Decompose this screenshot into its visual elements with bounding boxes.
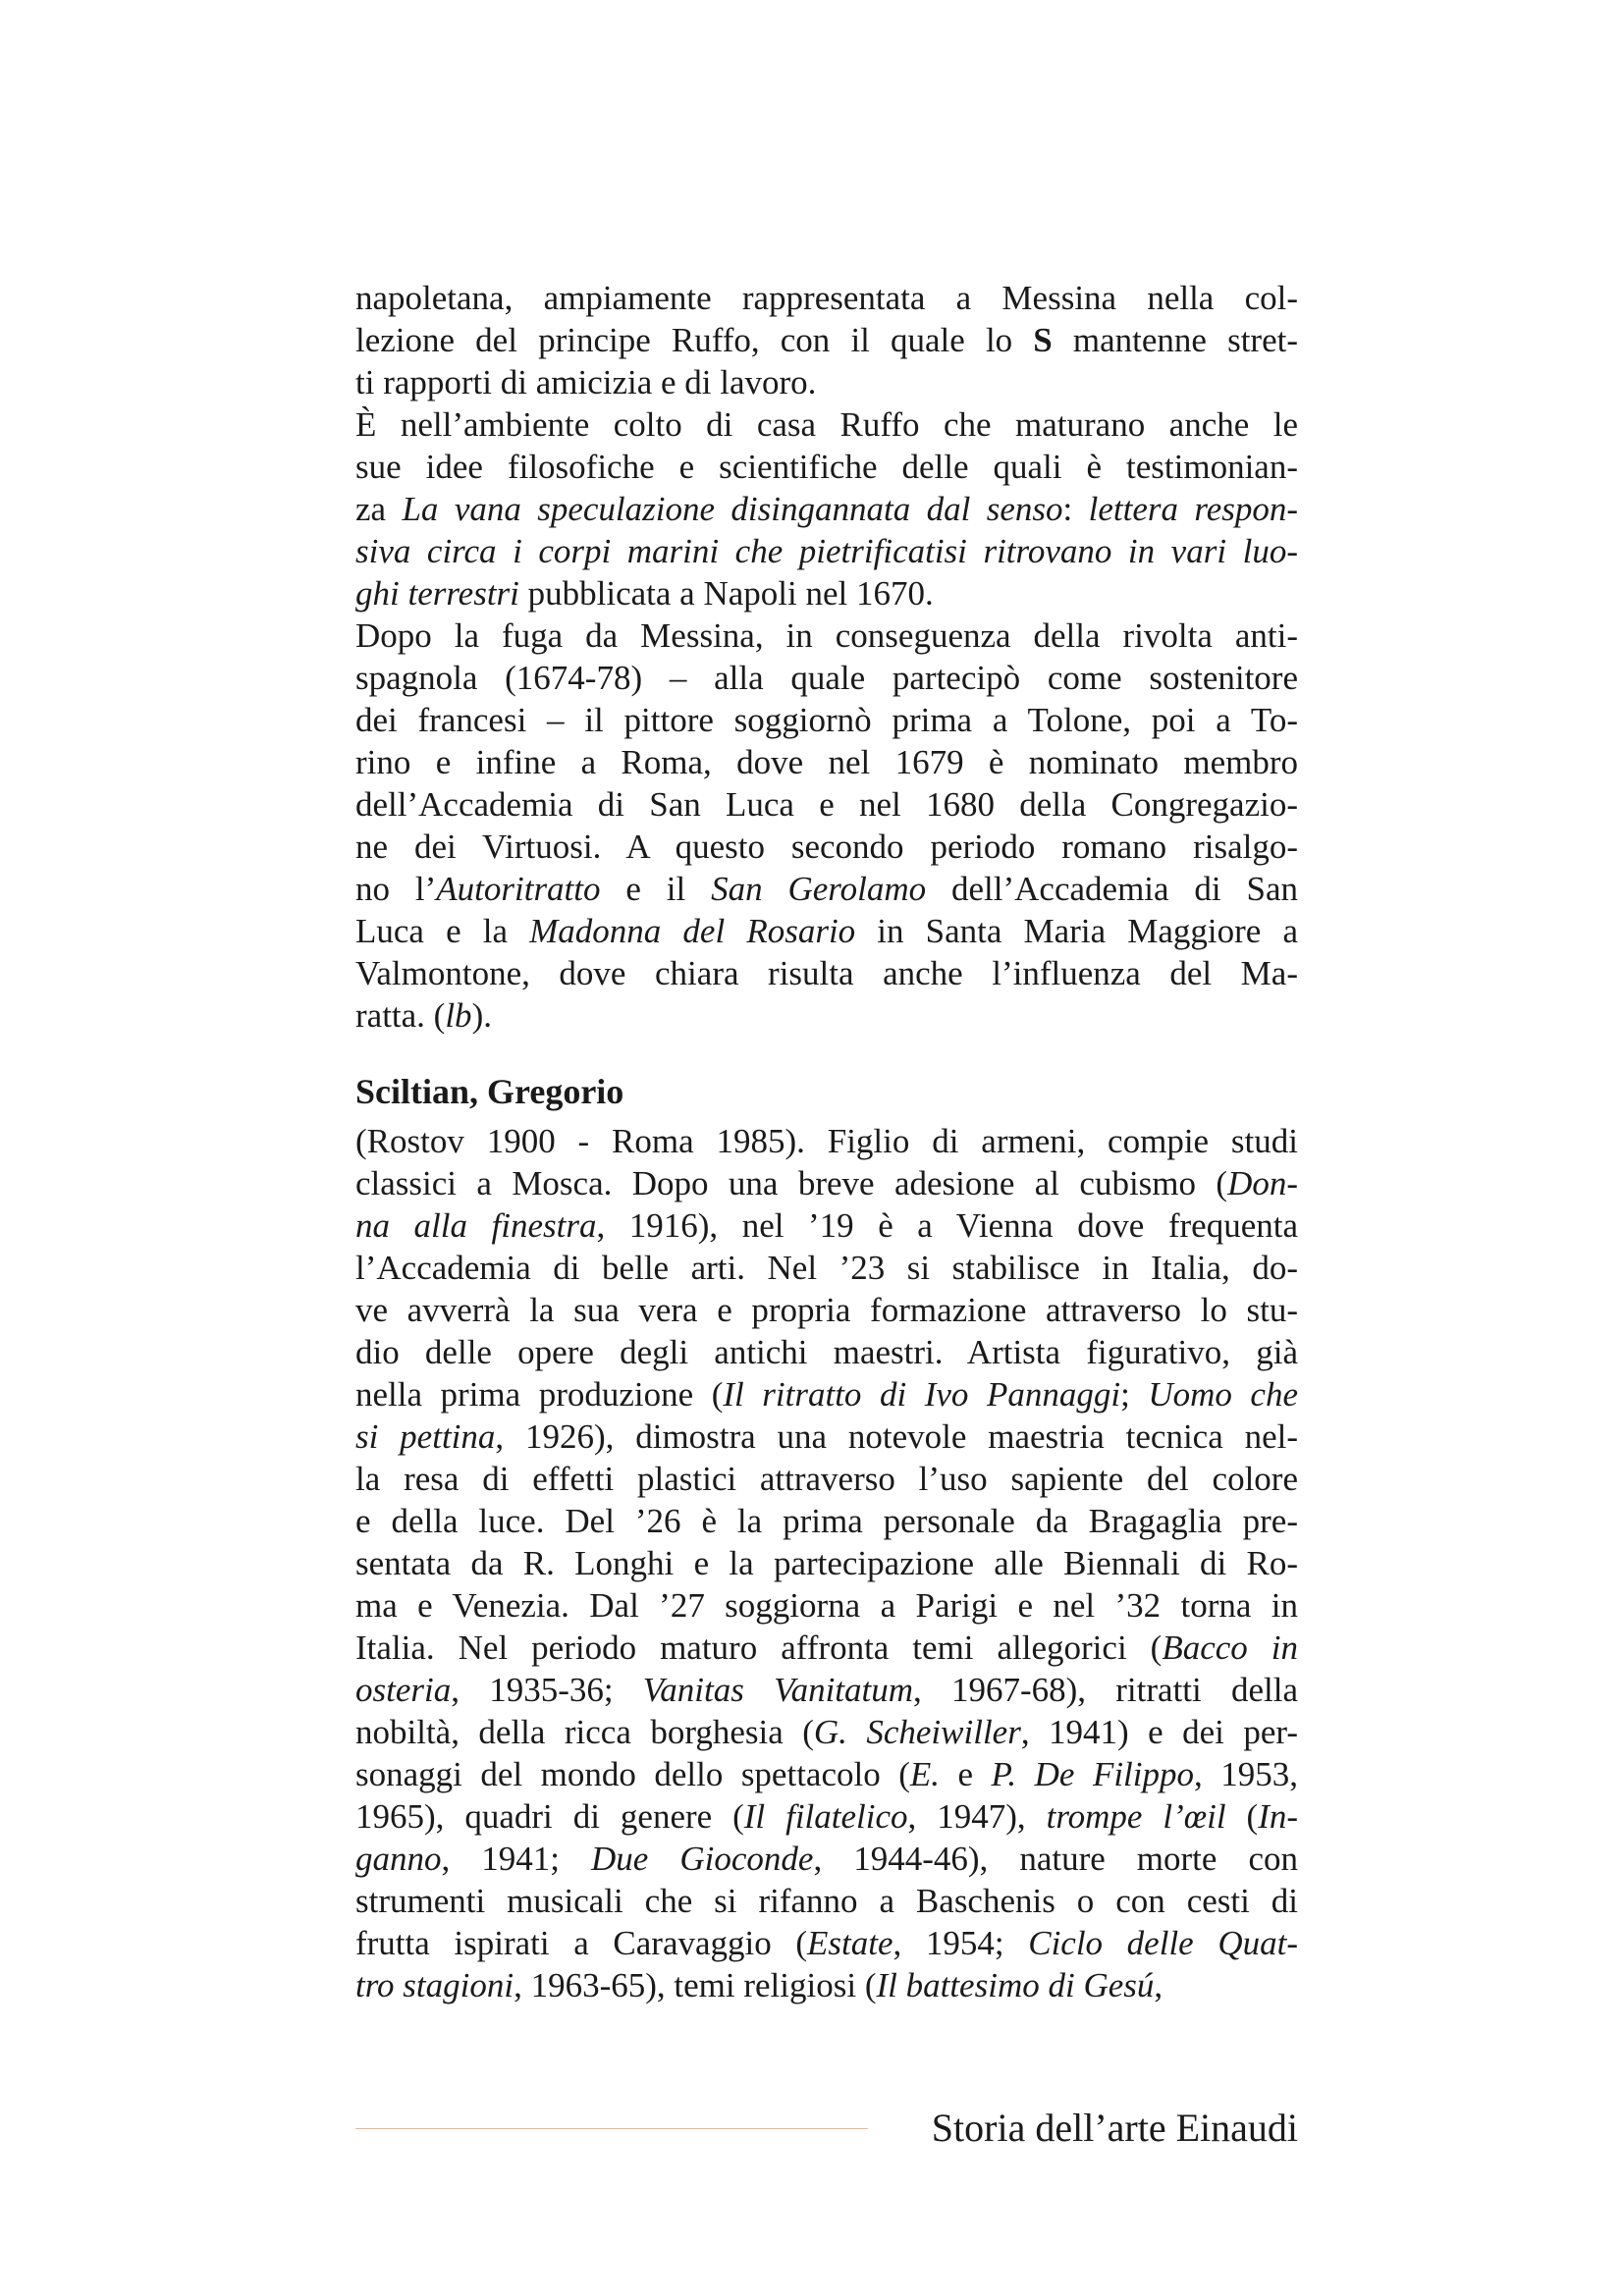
text-segment: , 1963-65), temi religiosi ( [514,1966,877,2004]
text-line [355,1584,1298,1627]
text-segment: frutta ispirati a Caravaggio ( [355,1924,808,1962]
text-segment: ratta. ( [355,996,446,1035]
text-segment: mantenne stret- [1052,321,1298,359]
italic-title: Uomo che [1148,1375,1298,1414]
paragraph [355,1120,1298,2006]
text-line [355,1204,1298,1247]
text-segment: nella prima produzione ( [355,1375,724,1414]
italic-title: G. Scheiwiller [813,1713,1021,1751]
italic-title: Bacco in [1162,1629,1298,1667]
text-segment: , 1967-68), ritratti della [913,1671,1298,1709]
italic-title: ganno [355,1840,442,1878]
text-segment: : [1062,490,1089,528]
footer-title: Storia dell’arte Einaudi [931,2106,1298,2150]
text-segment: , 1926), dimostra una notevole maestria tecnica nel- [495,1417,1298,1456]
italic-title: siva circa i corpi marini che pietrificatisi ritrovano in vari luo- [355,532,1298,570]
text-segment: dell’Accademia di San [926,870,1299,908]
text-line [355,1458,1298,1500]
paragraph [355,614,1298,1037]
text-line [355,1964,1298,2006]
text-segment: pubblicata a Napoli nel 1670. [518,574,934,613]
text-segment: ( [1225,1797,1259,1836]
text-line [355,361,1298,403]
text-segment: ). [471,996,492,1035]
text-line [355,952,1298,994]
text-line [355,530,1298,572]
text-line [355,277,1298,319]
text-line [355,1627,1298,1669]
text-segment: strumenti musicali che si rifanno a Baschenis o con cesti di [355,1882,1298,1920]
text-segment: lezione del principe Ruffo, con il quale lo [355,321,1034,359]
italic-title: Due Gioconde [591,1840,814,1878]
text-segment: Italia. Nel periodo maturo affronta temi allegorici ( [355,1629,1163,1667]
text-segment: Dopo la fuga da Messina, in conseguenza della rivolta anti- [355,616,1298,655]
text-line [355,1669,1298,1711]
text-segment: in Santa Maria Maggiore a [855,912,1298,950]
text-segment: , 1954; [893,1924,1029,1962]
text-line [355,868,1298,910]
italic-title: P. De Filippo [991,1755,1194,1793]
text-line [355,319,1298,361]
text-line [355,1711,1298,1753]
italic-title: La vana speculazione disingannata dal senso [402,490,1063,528]
text-segment: , 1953, [1194,1755,1298,1793]
text-segment: sue idee filosofiche e scientifiche delle quali è testimonian- [355,448,1298,486]
text-segment: spagnola (1674-78) – alla quale partecipò come sostenitore [355,659,1298,697]
text-line [355,910,1298,952]
text-line [355,1542,1298,1584]
text-segment: l’Accademia di belle arti. Nel ’23 si stabilisce in Italia, do- [355,1249,1298,1287]
text-line [355,1162,1298,1204]
text-segment: , 1916), nel ’19 è a Vienna dove frequenta [596,1206,1298,1245]
text-line [355,614,1298,657]
text-line [355,403,1298,446]
italic-title: trompe l’œil [1046,1797,1226,1836]
italic-title: Il battesimo di Gesú [876,1966,1155,2004]
text-segment: ve avverrà la sua vera e propria formazione attraverso lo stu- [355,1291,1298,1329]
text-segment: sentata da R. Longhi e la partecipazione alle Biennali di Ro- [355,1544,1298,1582]
text-segment: 1965), quadri di genere ( [355,1797,744,1836]
text-line [355,1753,1298,1795]
italic-title: Vanitas Vanitatum [642,1671,914,1709]
text-segment: dell’Accademia di San Luca e nel 1680 della Congregazio- [355,785,1298,824]
text-segment: la resa di effetti plastici attraverso l’uso sapiente del colore [355,1460,1298,1498]
text-segment: , 1941; [441,1840,592,1878]
text-line [355,1838,1298,1880]
text-line [355,446,1298,488]
italic-title: Don- [1227,1164,1298,1202]
paragraph [355,277,1298,403]
text-line [355,1120,1298,1162]
text-segment: ne dei Virtuosi. A questo secondo periodo romano risalgo- [355,828,1298,866]
text-line [355,783,1298,826]
italic-title: E. [909,1755,940,1793]
text-line [355,1795,1298,1838]
italic-title: Il ritratto di Ivo Pannaggi [723,1375,1121,1414]
text-line [355,572,1298,614]
text-segment: sonaggi del mondo dello spettacolo ( [355,1755,910,1793]
text-line [355,741,1298,783]
italic-title: si pettina [355,1417,496,1456]
italic-title: lettera respon- [1088,490,1299,528]
italic-title: In- [1258,1797,1298,1836]
text-segment: , 1944-46), nature morte con [813,1840,1298,1878]
entry-continuation [355,277,1298,1037]
text-segment: e della luce. Del ’26 è la prima personale da Bragaglia pre- [355,1502,1298,1540]
entry-body [355,1120,1298,2006]
italic-title: Il filatelico [743,1797,908,1836]
text-segment: dio delle opere degli antichi maestri. Artista figurativo, già [355,1333,1298,1371]
text-segment: ; [1120,1375,1149,1414]
text-segment: (Rostov 1900 - Roma 1985). Figlio di armeni, compie studi [355,1122,1298,1160]
footer-rule [355,2128,868,2129]
italic-title: Autoritratto [436,870,601,908]
paragraph [355,403,1298,614]
text-segment: , 1947), [907,1797,1047,1836]
text-segment: dei francesi – il pittore soggiornò prima a Tolone, poi a To- [355,701,1298,739]
text-line [355,994,1298,1037]
text-line [355,1500,1298,1542]
text-segment: Valmontone, dove chiara risulta anche l’influenza del Ma- [355,954,1298,992]
text-line [355,826,1298,868]
italic-title: Estate [807,1924,893,1962]
bold-abbreviation: S [1033,321,1053,359]
text-line [355,1289,1298,1331]
text-line [355,1247,1298,1289]
text-segment: nobiltà, della ricca borghesia ( [355,1713,814,1751]
italic-title: na alla finestra [355,1206,597,1245]
text-line [355,1880,1298,1922]
text-line [355,1922,1298,1964]
text-line [355,1415,1298,1458]
italic-title: tro stagioni [355,1966,514,2004]
italic-title: ghi terrestri [355,574,519,613]
italic-title: osteria [355,1671,452,1709]
text-line [355,1373,1298,1415]
text-segment: no l’ [355,870,437,908]
text-segment: , 1941) e dei per- [1020,1713,1298,1751]
text-segment: e [940,1755,992,1793]
text-segment: , 1935-36; [451,1671,643,1709]
text-segment: rino e infine a Roma, dove nel 1679 è nominato membro [355,743,1298,781]
italic-title: San Gerolamo [711,870,927,908]
text-segment: , [1154,1966,1163,2004]
text-segment: È nell’ambiente colto di casa Ruffo che maturano anche le [355,405,1298,444]
text-line [355,657,1298,699]
text-segment: ma e Venezia. Dal ’27 soggiorna a Parigi e nel ’32 torna in [355,1586,1298,1625]
text-segment: ti rapporti di amicizia e di lavoro. [355,363,817,401]
text-line [355,699,1298,741]
text-segment: za [355,490,403,528]
italic-title: Ciclo delle Quat- [1028,1924,1298,1962]
entry-heading: Sciltian, Gregorio [355,1072,624,1111]
text-segment: Luca e la [355,912,530,950]
italic-title: lb [445,996,472,1035]
italic-title: Madonna del Rosario [529,912,856,950]
text-segment: classici a Mosca. Dopo una breve adesione al cubismo ( [355,1164,1228,1202]
text-line [355,1331,1298,1373]
text-segment: e il [600,870,712,908]
text-line [355,488,1298,530]
text-segment: napoletana, ampiamente rappresentata a Messina nella col- [355,279,1298,317]
